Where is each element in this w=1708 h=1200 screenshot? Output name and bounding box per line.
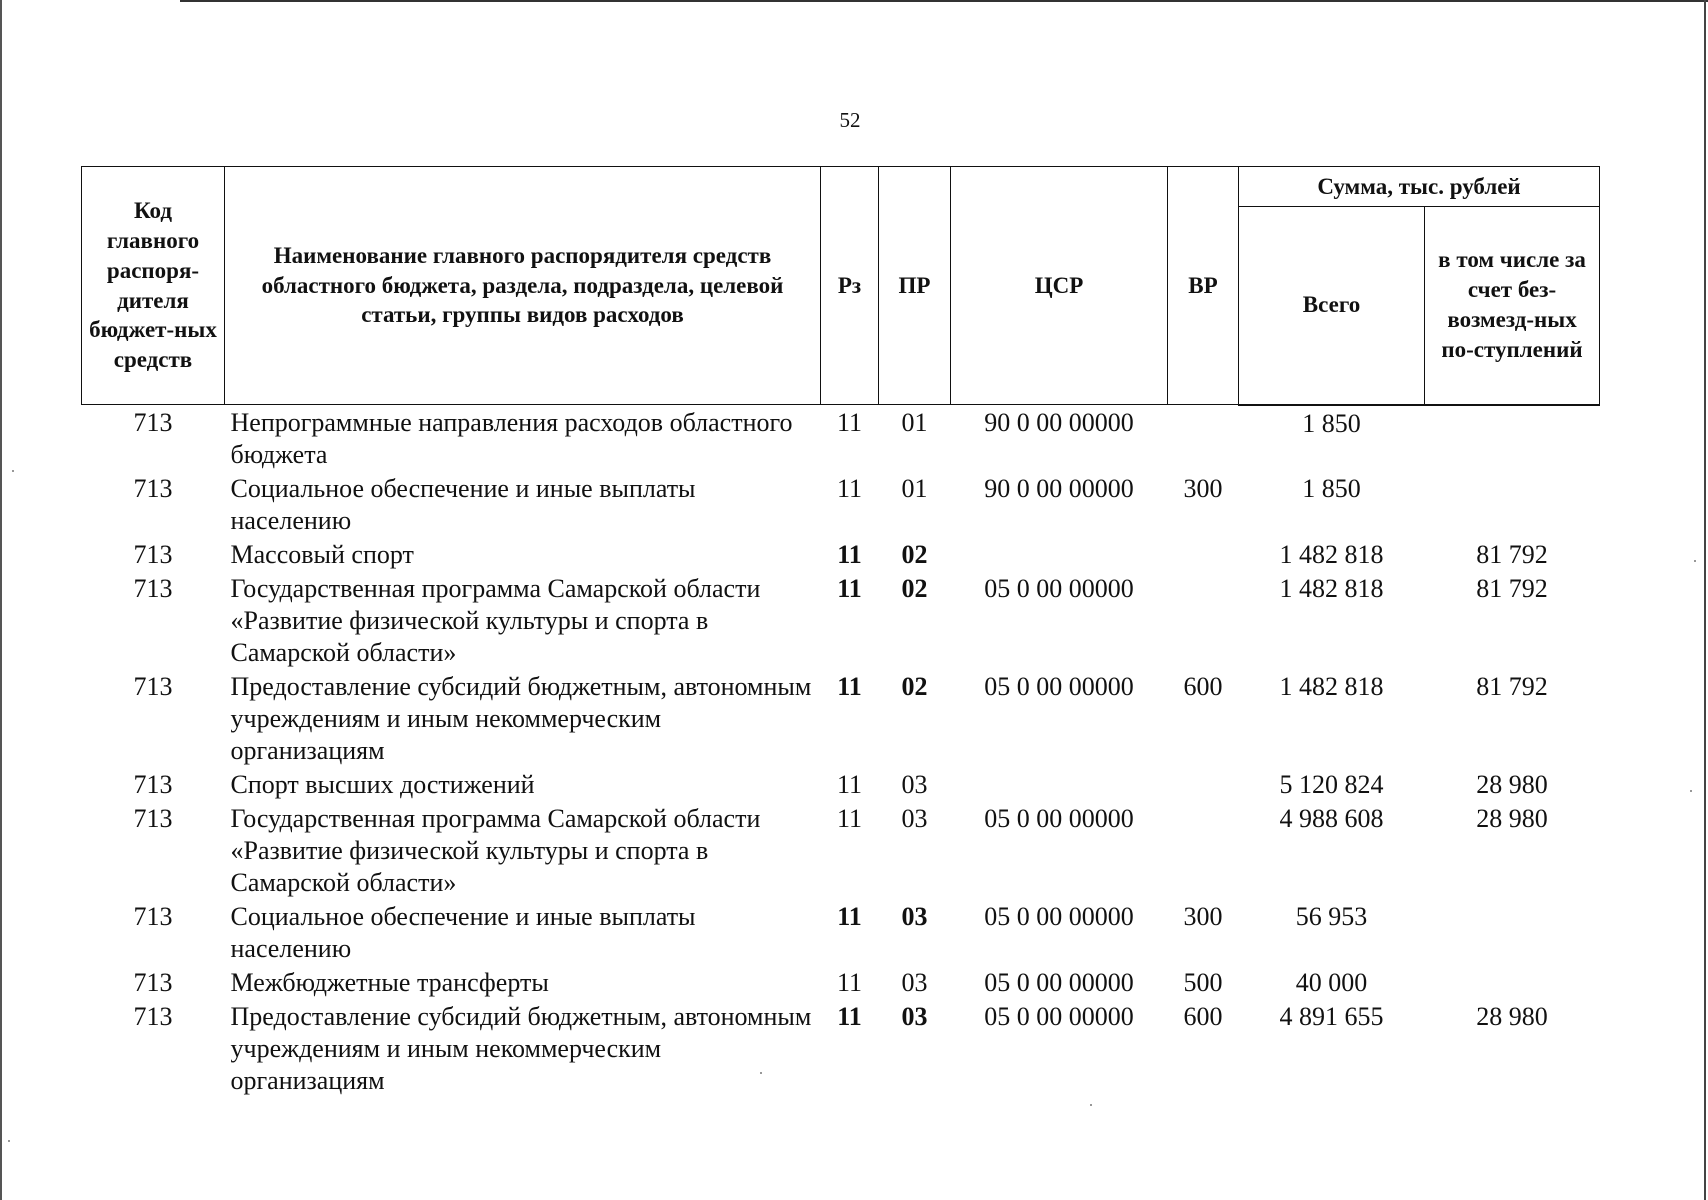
cell-name: Государственная программа Самарской области «Развитие физической культуры и спорта в Самарской области» bbox=[230, 574, 761, 667]
cell-code: 713 bbox=[133, 672, 173, 701]
cell-rz: 11 bbox=[836, 804, 863, 833]
table-row bbox=[82, 801, 1600, 899]
cell-vr: 600 bbox=[1183, 672, 1223, 701]
cell-vr: 300 bbox=[1183, 474, 1223, 503]
table-body bbox=[82, 405, 1600, 1098]
table-row bbox=[82, 537, 1600, 571]
cell-csr: 05 0 00 00000 bbox=[984, 1002, 1134, 1031]
cell-free-receipts bbox=[1425, 471, 1600, 537]
cell-free-receipts: 81 792 bbox=[1476, 672, 1548, 701]
scan-border-left bbox=[0, 0, 2, 1200]
scan-speck bbox=[1690, 790, 1692, 792]
cell-csr: 05 0 00 00000 bbox=[984, 672, 1134, 701]
cell-rz: 11 bbox=[837, 1002, 862, 1031]
cell-rz: 11 bbox=[836, 770, 863, 799]
cell-free-receipts bbox=[1425, 899, 1600, 965]
table-row bbox=[82, 899, 1600, 965]
cell-pr: 01 bbox=[901, 474, 928, 503]
cell-pr: 03 bbox=[901, 770, 928, 799]
cell-pr: 02 bbox=[901, 574, 928, 603]
cell-code: 713 bbox=[133, 804, 173, 833]
cell-csr bbox=[951, 767, 1168, 801]
cell-pr: 02 bbox=[901, 672, 928, 701]
cell-csr: 05 0 00 00000 bbox=[984, 804, 1134, 833]
cell-rz: 11 bbox=[836, 408, 863, 437]
scan-speck bbox=[8, 1140, 10, 1142]
cell-free-receipts bbox=[1425, 405, 1600, 472]
cell-vr bbox=[1168, 767, 1239, 801]
cell-total: 4 988 608 bbox=[1279, 804, 1384, 833]
cell-code: 713 bbox=[133, 574, 173, 603]
header-code: Код главного распоря-дителя бюджет-ных средств bbox=[82, 167, 225, 405]
cell-name: Массовый спорт bbox=[230, 540, 414, 569]
cell-vr bbox=[1168, 405, 1239, 472]
cell-rz: 11 bbox=[836, 968, 863, 997]
cell-total: 40 000 bbox=[1295, 968, 1368, 997]
cell-name: Непрограммные направления расходов областного бюджета bbox=[230, 408, 793, 469]
cell-csr: 90 0 00 00000 bbox=[984, 408, 1134, 437]
table-row bbox=[82, 471, 1600, 537]
cell-pr: 02 bbox=[901, 540, 928, 569]
header-vr: ВР bbox=[1168, 167, 1239, 405]
table-row bbox=[82, 767, 1600, 801]
cell-pr: 03 bbox=[901, 902, 928, 931]
cell-vr bbox=[1168, 537, 1239, 571]
table-row bbox=[82, 571, 1600, 669]
header-sum-group: Сумма, тыс. рублей bbox=[1239, 167, 1600, 207]
header-total: Всего bbox=[1239, 207, 1425, 405]
cell-total: 4 891 655 bbox=[1279, 1002, 1384, 1031]
cell-vr bbox=[1168, 571, 1239, 669]
cell-total: 1 482 818 bbox=[1279, 574, 1384, 603]
cell-name: Государственная программа Самарской области «Развитие физической культуры и спорта в Самарской области» bbox=[230, 804, 761, 897]
table-header bbox=[82, 167, 1600, 405]
cell-pr: 03 bbox=[901, 1002, 928, 1031]
cell-vr bbox=[1168, 801, 1239, 899]
cell-csr: 05 0 00 00000 bbox=[984, 968, 1134, 997]
cell-csr: 90 0 00 00000 bbox=[984, 474, 1134, 503]
cell-pr: 01 bbox=[901, 408, 928, 437]
cell-name: Предоставление субсидий бюджетным, автономным учреждениям и иным некоммерческим организациям bbox=[230, 672, 812, 765]
cell-name: Социальное обеспечение и иные выплаты населению bbox=[230, 902, 696, 963]
table-row bbox=[82, 405, 1600, 472]
header-free-receipts: в том числе за счет без-возмезд-ных по-ступлений bbox=[1425, 207, 1600, 405]
cell-code: 713 bbox=[133, 474, 173, 503]
cell-rz: 11 bbox=[837, 902, 862, 931]
table-row bbox=[82, 999, 1600, 1097]
scan-speck bbox=[1694, 560, 1696, 562]
cell-free-receipts: 28 980 bbox=[1476, 770, 1548, 799]
cell-code: 713 bbox=[133, 540, 173, 569]
table-row bbox=[82, 669, 1600, 767]
cell-free-receipts: 28 980 bbox=[1476, 1002, 1548, 1031]
cell-free-receipts: 28 980 bbox=[1476, 804, 1548, 833]
cell-free-receipts: 81 792 bbox=[1476, 540, 1548, 569]
cell-vr: 300 bbox=[1183, 902, 1223, 931]
cell-total: 5 120 824 bbox=[1279, 770, 1384, 799]
cell-free-receipts bbox=[1425, 965, 1600, 999]
page-number: 52 bbox=[839, 108, 861, 132]
cell-code: 713 bbox=[133, 408, 173, 437]
cell-rz: 11 bbox=[837, 540, 862, 569]
cell-total: 1 850 bbox=[1302, 408, 1361, 438]
cell-csr: 05 0 00 00000 bbox=[984, 902, 1134, 931]
header-name: Наименование главного распорядителя средств областного бюджета, раздела, подраздела, целевой статьи, группы видов расходов bbox=[225, 167, 821, 405]
scan-border-top bbox=[180, 0, 1708, 2]
cell-code: 713 bbox=[133, 968, 173, 997]
cell-rz: 11 bbox=[836, 474, 863, 503]
cell-csr bbox=[951, 537, 1168, 571]
table-row bbox=[82, 965, 1600, 999]
cell-free-receipts: 81 792 bbox=[1476, 574, 1548, 603]
cell-pr: 03 bbox=[901, 804, 928, 833]
header-csr: ЦСР bbox=[951, 167, 1168, 405]
scan-speck bbox=[760, 1072, 762, 1074]
cell-code: 713 bbox=[133, 770, 173, 799]
cell-name: Межбюджетные трансферты bbox=[230, 968, 549, 997]
budget-table bbox=[81, 166, 1600, 1097]
cell-csr: 05 0 00 00000 bbox=[984, 574, 1134, 603]
cell-total: 56 953 bbox=[1295, 902, 1368, 931]
cell-name: Предоставление субсидий бюджетным, автономным учреждениям и иным некоммерческим организациям bbox=[230, 1002, 812, 1095]
scan-border-right bbox=[1704, 0, 1706, 1200]
cell-total: 1 482 818 bbox=[1279, 672, 1384, 701]
scan-speck bbox=[12, 470, 14, 472]
cell-name: Социальное обеспечение и иные выплаты населению bbox=[230, 474, 696, 535]
cell-rz: 11 bbox=[837, 574, 862, 603]
cell-code: 713 bbox=[133, 1002, 173, 1031]
cell-total: 1 482 818 bbox=[1279, 540, 1384, 569]
cell-code: 713 bbox=[133, 902, 173, 931]
header-pr: ПР bbox=[879, 167, 951, 405]
scan-speck bbox=[1090, 1104, 1092, 1106]
cell-name: Спорт высших достижений bbox=[230, 770, 535, 799]
cell-vr: 600 bbox=[1183, 1002, 1223, 1031]
cell-pr: 03 bbox=[901, 968, 928, 997]
cell-vr: 500 bbox=[1183, 968, 1223, 997]
cell-rz: 11 bbox=[837, 672, 862, 701]
cell-total: 1 850 bbox=[1302, 474, 1361, 503]
header-rz: Рз bbox=[821, 167, 879, 405]
